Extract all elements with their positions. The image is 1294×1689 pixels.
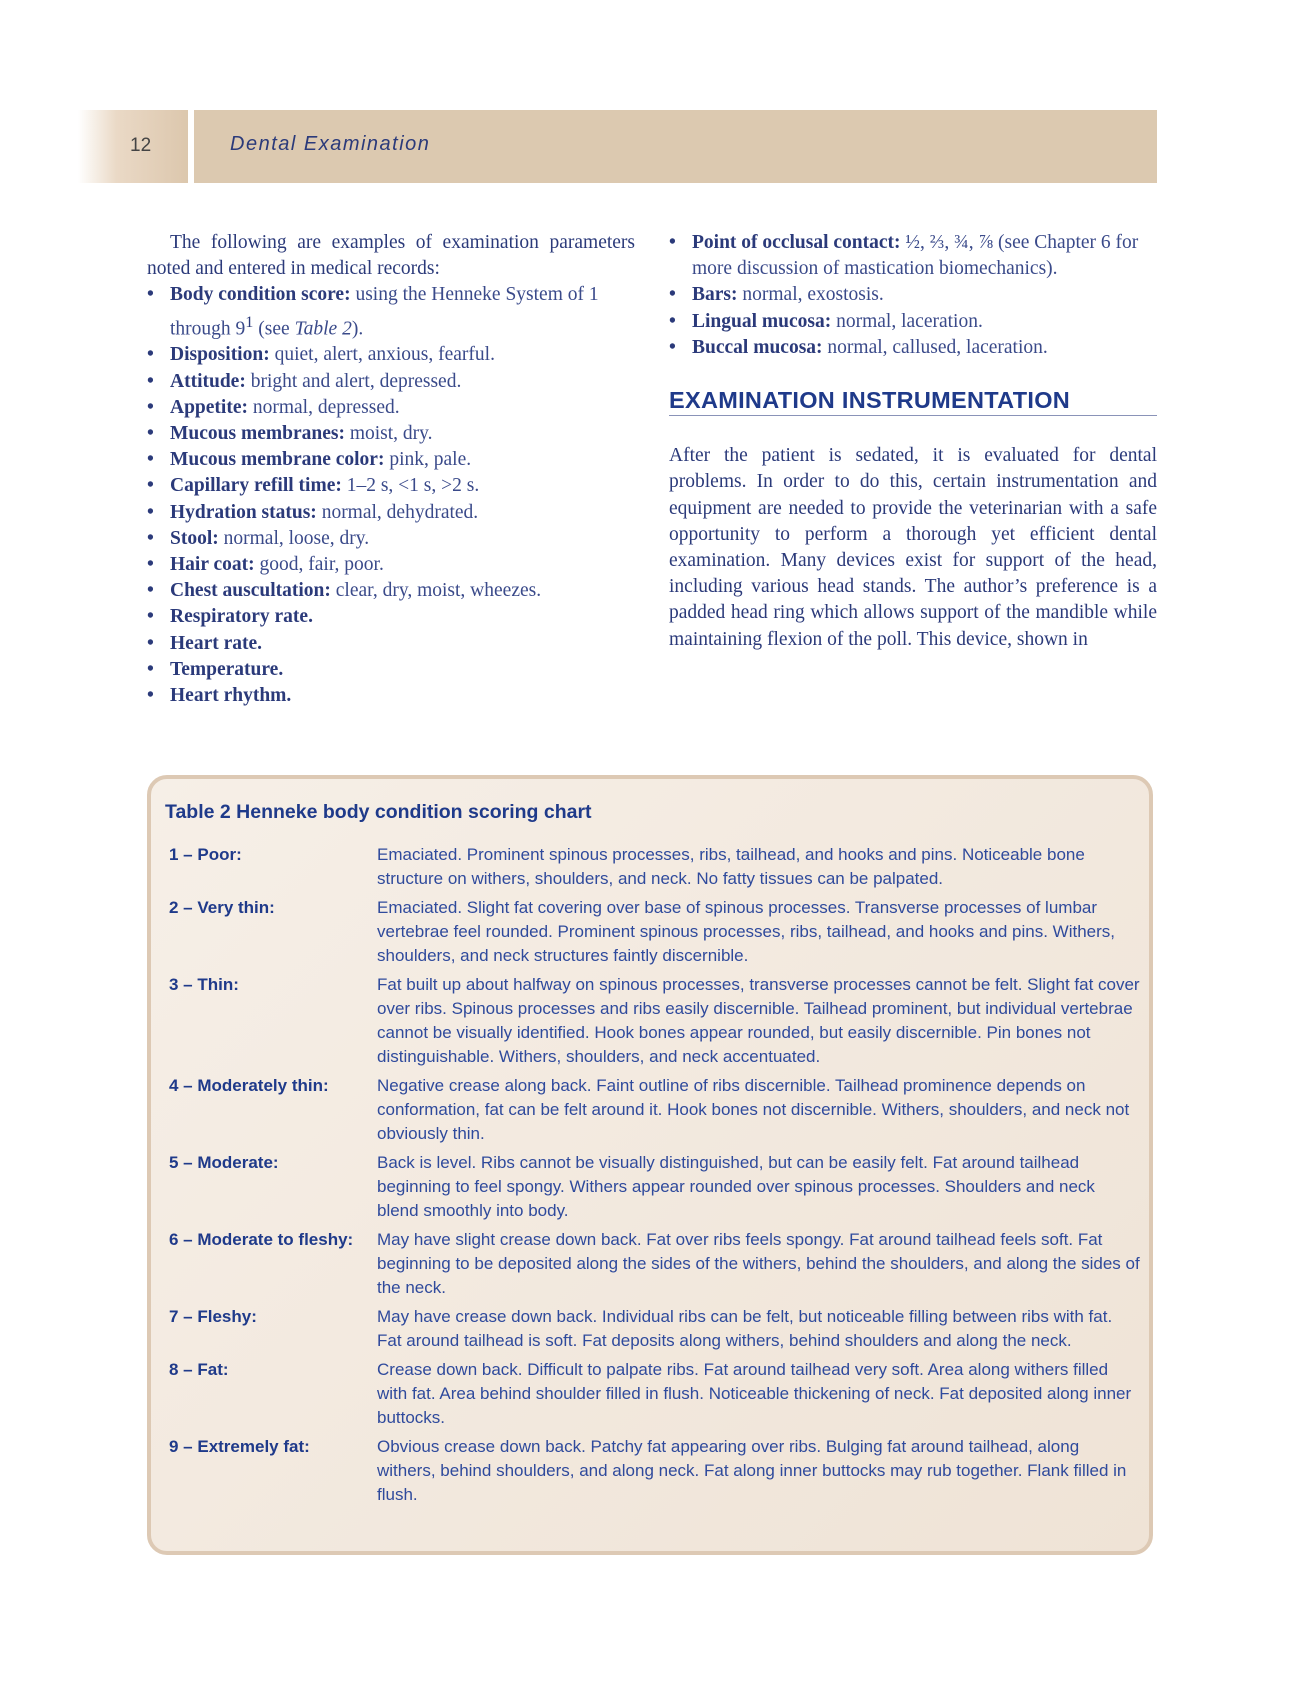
- table-row: [169, 896, 1149, 968]
- table-row: [169, 1228, 1149, 1300]
- henneke-table-box: [147, 775, 1153, 1555]
- list-item: [147, 421, 635, 447]
- list-item: [147, 500, 635, 526]
- list-item: [147, 526, 635, 552]
- item-text: normal, loose, dry.: [218, 527, 370, 549]
- score-description: Back is level. Ribs cannot be visually distinguished, but can be easily felt. Fat around tailhead beginning to feel spongy. Withers appear rounded over spinous processes. Shoulders and neck blend smoothly into body.: [377, 1153, 1095, 1220]
- item-term: Body condition score:: [170, 284, 351, 306]
- table-row: [169, 1151, 1149, 1223]
- section-heading: EXAMINATION INSTRUMENTATION: [669, 387, 1157, 416]
- page-number-tab: [78, 110, 188, 183]
- item-term: Point of occlusal contact:: [692, 232, 901, 253]
- list-item: [147, 369, 635, 395]
- page-number: 12: [130, 135, 152, 156]
- list-item: [669, 230, 1157, 282]
- score-description: Crease down back. Difficult to palpate ribs. Fat around tailhead very soft. Area along withers filled with fat. Area behind shoulder filled in flush. Noticeable thickening of neck. Fat deposited along inner buttocks.: [377, 1360, 1132, 1427]
- footnote-ref: 1: [245, 312, 254, 331]
- item-term: Disposition:: [170, 344, 270, 366]
- item-text: normal, laceration.: [831, 310, 983, 332]
- score-label: 9 – Extremely fat:: [169, 1437, 310, 1456]
- table-row: [169, 1305, 1149, 1353]
- item-text: 1–2 s, <1 s, >2 s.: [341, 475, 480, 497]
- list-item: [147, 342, 635, 368]
- item-term: Appetite:: [170, 396, 248, 418]
- item-text: normal, depressed.: [247, 396, 400, 418]
- list-item: [147, 473, 635, 499]
- item-text: pink, pale.: [384, 449, 472, 471]
- examination-parameters-list: [147, 282, 635, 709]
- item-text: using the Henneke System of 1 through 9: [170, 284, 599, 340]
- list-item: [669, 309, 1157, 335]
- item-term: Temperature.: [170, 658, 284, 680]
- score-description: May have crease down back. Individual ribs can be felt, but noticeable filling between ribs with fat. Fat around tailhead is soft. Fat deposits along withers, behind shoulders and along the neck.: [377, 1307, 1113, 1350]
- item-term: Stool:: [170, 527, 219, 549]
- item-text: normal, exostosis.: [737, 284, 884, 306]
- running-header-band: [194, 110, 1157, 183]
- oral-parameters-list: [669, 230, 1157, 361]
- running-title: Dental Examination: [230, 133, 431, 155]
- body-paragraph: After the patient is sedated, it is evaluated for dental problems. In order to do this, certain instrumentation and equipment are needed to provide the veterinarian with a safe opportunity to perform a thorough yet efficient dental examination. Many devices exist for support of the head, including various head stands. The author’s preference is a padded head ring which allows support of the mandible while maintaining flexion of the poll. This device, shown in: [669, 445, 1157, 650]
- list-item: [147, 447, 635, 473]
- item-term: Hydration status:: [170, 501, 317, 523]
- left-column: [147, 230, 635, 709]
- item-term: Bars:: [692, 284, 738, 306]
- item-term: Mucous membranes:: [170, 422, 345, 444]
- score-description: Emaciated. Slight fat covering over base of spinous processes. Transverse processes of lumbar vertebrae feel rounded. Prominent spinous processes, ribs, tailhead, and hooks and pins. Withers, shoulders, and neck structures faintly discernible.: [377, 898, 1116, 965]
- page-header: [78, 110, 1157, 183]
- item-text: moist, dry.: [344, 422, 433, 444]
- score-label: 2 – Very thin:: [169, 898, 275, 917]
- table-title: Table 2 Henneke body condition scoring chart: [165, 801, 592, 823]
- item-text: ).: [351, 318, 364, 340]
- list-item: [147, 552, 635, 578]
- list-item: [147, 657, 635, 683]
- item-term: Buccal mucosa:: [692, 336, 823, 358]
- table-row: [169, 973, 1149, 1069]
- score-label: 5 – Moderate:: [169, 1153, 279, 1172]
- score-label: 1 – Poor:: [169, 845, 242, 864]
- list-item: [147, 578, 635, 604]
- list-item: [669, 335, 1157, 361]
- score-description: Negative crease along back. Faint outline of ribs discernible. Tailhead prominence depends on conformation, fat can be felt around it. Hook bones not discernible. Withers, shoulders, and neck not obviously thin.: [377, 1076, 1130, 1143]
- score-description: Obvious crease down back. Patchy fat appearing over ribs. Bulging fat around tailhead, along withers, behind shoulders, and along neck. Fat along inner buttocks may rub together. Flank filled in flush.: [377, 1437, 1127, 1504]
- item-text: clear, dry, moist, wheezes.: [330, 580, 542, 602]
- list-item: [147, 683, 635, 709]
- item-text: good, fair, poor.: [254, 553, 384, 575]
- list-item: [147, 604, 635, 630]
- score-label: 4 – Moderately thin:: [169, 1076, 329, 1095]
- item-term: Lingual mucosa:: [692, 310, 832, 332]
- score-description: Fat built up about halfway on spinous processes, transverse processes cannot be felt. Slight fat cover over ribs. Spinous processes and ribs easily discernible. Tailhead prominent, but individual vertebrae cannot be visually identified. Hook bones appear rounded, but easily discernible. Pin bones not distinguishable. Withers, shoulders, and neck accentuated.: [377, 975, 1140, 1066]
- list-item: [147, 282, 635, 342]
- item-term: Respiratory rate.: [170, 606, 313, 628]
- item-text: normal, dehydrated.: [316, 501, 479, 523]
- score-label: 7 – Fleshy:: [169, 1307, 257, 1326]
- item-term: Chest auscultation:: [170, 580, 331, 602]
- list-item: [147, 631, 635, 657]
- score-description: May have slight crease down back. Fat over ribs feels spongy. Fat around tailhead feels soft. Fat beginning to be deposited along the sides of the withers, behind the shoulders, and along the sides of the neck.: [377, 1230, 1140, 1297]
- score-label: 6 – Moderate to fleshy:: [169, 1230, 354, 1249]
- table-row: [169, 1435, 1149, 1507]
- table-row: [169, 1358, 1149, 1430]
- item-term: Mucous membrane color:: [170, 449, 385, 471]
- item-text: ½, ⅔, ¾, ⅞ (see Chapter 6 for more discussion of mastication biomechanics).: [692, 232, 1139, 280]
- score-label: 3 – Thin:: [169, 975, 239, 994]
- item-term: Attitude:: [170, 370, 246, 392]
- item-text: bright and alert, depressed.: [245, 370, 462, 392]
- table-reference: Table 2: [294, 318, 352, 340]
- table-row: [169, 1074, 1149, 1146]
- item-term: Heart rate.: [170, 632, 263, 654]
- score-label: 8 – Fat:: [169, 1360, 229, 1379]
- score-description: Emaciated. Prominent spinous processes, ribs, tailhead, and hooks and pins. Noticeable bone structure on withers, shoulders, and neck. No fatty tissues can be palpated.: [377, 845, 1085, 888]
- item-text: normal, callused, laceration.: [822, 336, 1048, 358]
- item-text: quiet, alert, anxious, fearful.: [269, 344, 495, 366]
- bcs-table: [169, 843, 1149, 1512]
- item-term: Heart rhythm.: [170, 684, 292, 706]
- list-item: [669, 282, 1157, 308]
- item-term: Hair coat:: [170, 553, 255, 575]
- right-column: [669, 230, 1157, 653]
- item-term: Capillary refill time:: [170, 475, 342, 497]
- intro-paragraph: The following are examples of examination parameters noted and entered in medical records:: [147, 232, 635, 280]
- item-text: (see: [253, 318, 295, 340]
- list-item: [147, 395, 635, 421]
- table-row: [169, 843, 1149, 891]
